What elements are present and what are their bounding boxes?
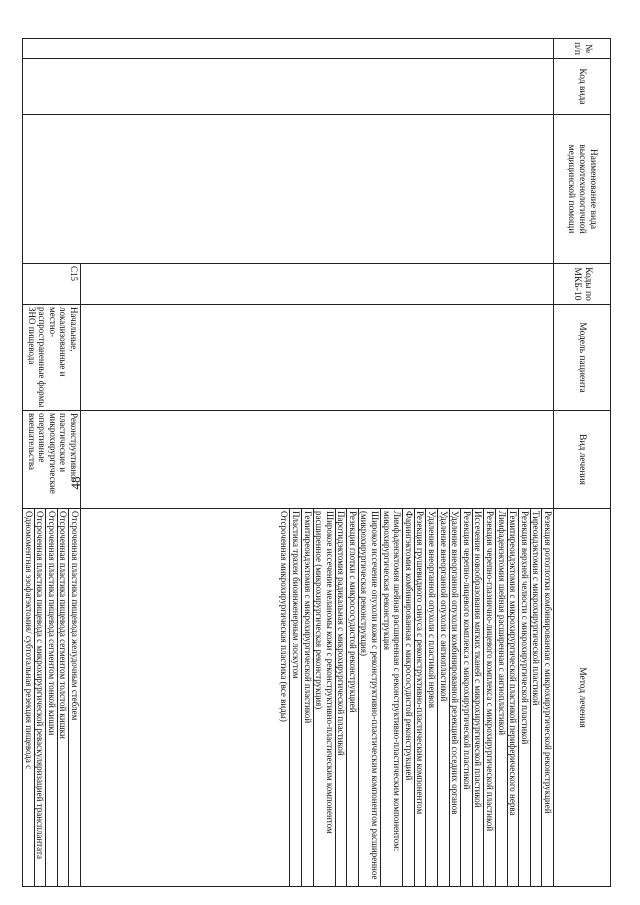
method-item: Паротидэктомия радикальная с микрохирургической пластикой (335, 509, 347, 886)
method-item: Отсроченная пластика пищевода сегментом тонкой кишки (45, 509, 57, 886)
method-item: Гемитиреоидэктомия с микрохирургической пластикой периферического нерва (507, 509, 519, 886)
method-item: Пластика трахеи биоинженерным лоскутом (289, 509, 301, 886)
header-name: Наименование вида высокотехнологичной медицинской помощи (554, 115, 611, 264)
cell-code (23, 59, 554, 115)
method-item: Резекция глотки с микрососудистой реконструкцией (346, 509, 358, 886)
method-item: Лимфаденэктомия шейная расширенная с реконструктивно-пластическим компонентом: микрохирургическая реконструкция (380, 509, 402, 886)
table-row-continued (81, 39, 554, 887)
method-item: Фарингэктомия комбинированная с микрососудистой реконструкцией (402, 509, 414, 886)
method-item: Отсроченная пластика пищевода сегментом толстой кишки (57, 509, 69, 886)
method-item: Удаление внеорганной опухоли комбинированной резекцией соседних органов (449, 509, 461, 886)
header-num: № п/п (554, 39, 611, 59)
method-item: Широкое иссечение меланомы кожи с реконструктивно-пластическим компонентом расширенное (микрохирургическая реконструкция) (313, 509, 335, 886)
header-model: Модель пациента (554, 305, 611, 411)
cell-model-c15: Начальные, локализованные и местно-распространенные формы ЗНО пищевода (23, 305, 81, 411)
header-code: Код вида (554, 59, 611, 115)
method-item: Одномоментная эзофагэктомия/ субтотальная резекция пищевода с (23, 511, 34, 770)
page-number: 48 (68, 476, 83, 490)
cell-icd-empty (81, 264, 554, 305)
method-item: Широкое иссечение опухоли кожи с реконструктивно-пластическим компонентом расширенное (микрохирургическая реконструкция) (358, 509, 380, 886)
cell-name (23, 115, 554, 264)
method-item: Отсроченная микрохирургическая пластика (все виды) (279, 511, 290, 722)
method-item: Лимфаденэктомия шейная расширенная с ангиопластикой (495, 509, 507, 886)
method-item: Удаление внеорганной опухоли с пластикой нервов (425, 509, 437, 886)
header-icd: Коды по МКБ-10 (554, 264, 611, 305)
method-item: Резекция верхней челюсти с микрохирургической пластикой (518, 509, 530, 886)
treatment-methods-table (22, 38, 611, 887)
method-item: Резекция черепно-глазнично-лицевого комплекса с микрохирургической пластикой (483, 509, 495, 886)
cell-num (23, 39, 554, 59)
method-item: Тиреоидэктомия с микрохирургической пластикой (530, 509, 542, 886)
method-item: Резекция грушевидного синуса с реконструктивно-пластическим компонентом (414, 509, 426, 886)
header-method: Метод лечения (554, 509, 611, 887)
methods-list-group1 (81, 509, 554, 887)
cell-model-empty (81, 305, 554, 411)
method-item: Резекция черепно-лицевого комплекса с микрохирургической пластикой (460, 509, 472, 886)
header-type: Вид лечения (554, 411, 611, 509)
method-item: Удаление внеорганной опухоли с ангиопластикой (437, 509, 449, 886)
method-item: Отсроченная пластика пищевода желудочным стеблем (68, 509, 80, 886)
method-item: Резекция ротоглотки комбинированная с микрохирургической реконструкцией (541, 509, 553, 886)
cell-type-c15: Реконструктивно-пластические и микрохирургические оперативные вмешательства (23, 411, 81, 509)
cell-type-empty (81, 411, 554, 509)
method-item: Гемитиреоидэктомия с микрохирургической пластикой (301, 509, 313, 886)
table-header-row (554, 39, 611, 887)
methods-list-group2 (23, 509, 81, 887)
method-item: Иссечение новообразования мягких тканей с микрохирургической пластикой (472, 509, 484, 886)
cell-icd-c15: C15 (23, 264, 81, 305)
method-item: Отсроченная пластика пищевода с микрохирургической реваскуляризацией трансплантата (34, 509, 46, 886)
